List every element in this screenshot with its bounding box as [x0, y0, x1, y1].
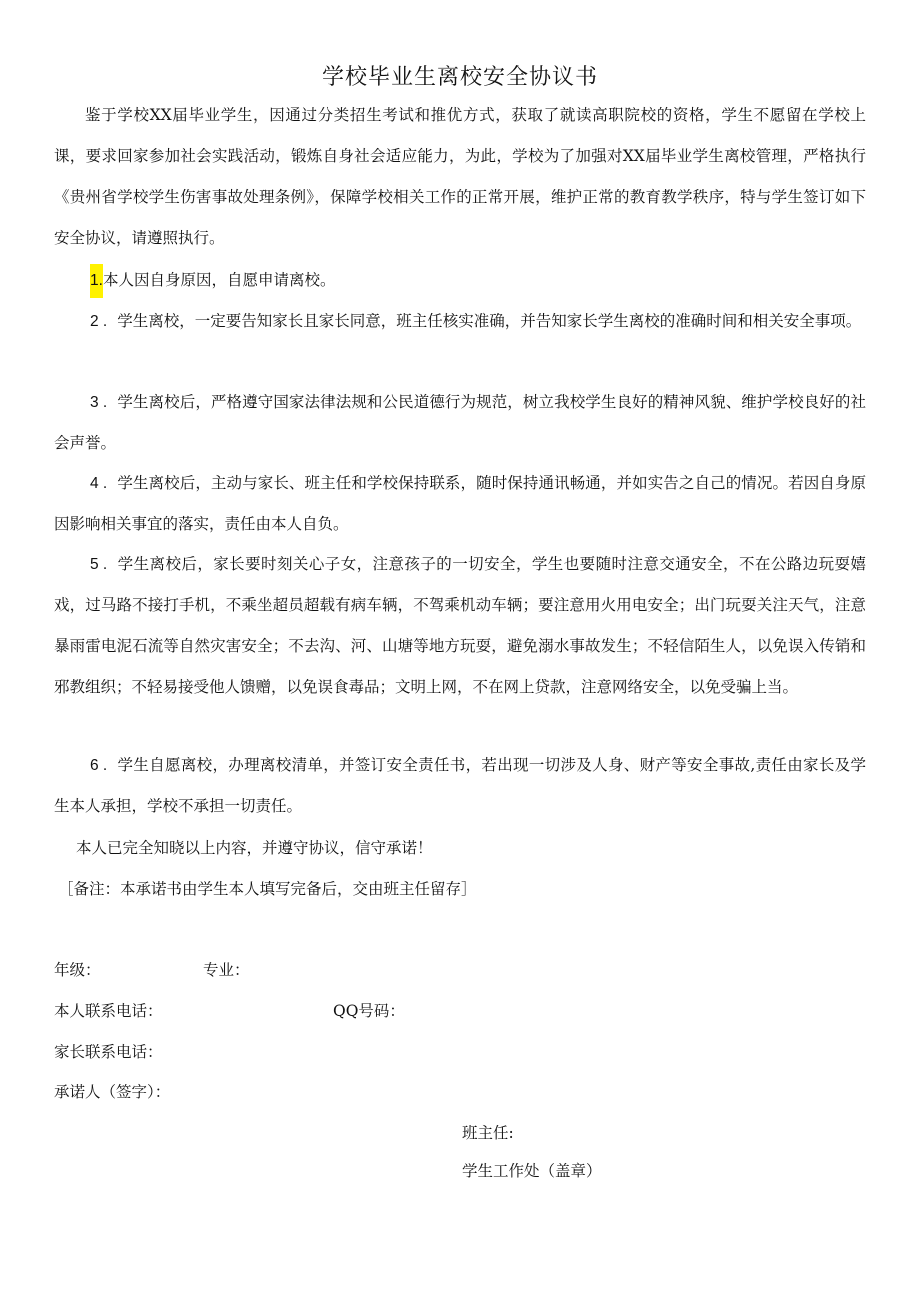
- clause-number: 2 .: [90, 313, 108, 330]
- clause-number: 5 .: [90, 556, 108, 573]
- parent-phone-field-label: 家长联系电话：: [54, 1043, 163, 1061]
- clause-number: 6 .: [90, 757, 108, 774]
- clause-1: [54, 260, 866, 301]
- major-field-label: 专业：: [203, 961, 250, 979]
- qq-field-label: QQ号码：: [333, 1002, 405, 1020]
- student-phone-field-label: 本人联系电话：: [54, 1002, 163, 1020]
- clause-text: 学生离校，一定要告知家长且家长同意，班主任核实准确，并告知家长学生离校的准确时间和相关安全事项。: [117, 312, 862, 330]
- clause-4: [54, 463, 866, 545]
- clause-text: 学生离校后，严格遵守国家法律法规和公民道德行为规范，树立我校学生良好的精神风貌、维护学校良好的社会声誉。: [54, 393, 866, 452]
- clause-number: 4 .: [90, 475, 108, 492]
- clause-text: 学生离校后，家长要时刻关心子女，注意孩子的一切安全，学生也要随时注意交通安全，不在公路边玩耍嬉戏，过马路不接打手机，不乘坐超员超载有病车辆，不驾乘机动车辆；要注意用火用电安全；出门玩耍关注天气，注意暴雨雷电泥石流等自然灾害安全；不去沟、河、山塘等地方玩耍，避免溺水事故发生；不轻信陌生人，以免误入传销和邪教组织；不轻易接受他人馈赠，以免误食毒品；文明上网，不在网上贷款，注意网络安全，以免受骗上当。: [54, 555, 866, 696]
- class-teacher-signature-label: 班主任:: [462, 1124, 514, 1142]
- clause-number-highlighted: 1.: [90, 264, 103, 298]
- clause-2: [54, 301, 866, 342]
- clause-text: 学生离校后，主动与家长、班主任和学校保持联系，随时保持通讯畅通，并如实告之自己的情况。若因自身原因影响相关事宜的落实，责任由本人自负。: [54, 474, 866, 533]
- student-affairs-stamp-label: 学生工作处（盖章）: [462, 1162, 602, 1180]
- document-title: 学校毕业生离校安全协议书: [321, 65, 598, 90]
- acknowledgement-text: 本人已完全知晓以上内容，并遵守协议，信守承诺！: [76, 839, 433, 857]
- grade-field-label: 年级：: [54, 961, 101, 979]
- signer-field-label: 承诺人（签字）：: [54, 1083, 171, 1101]
- clause-text: 学生自愿离校，办理离校清单，并签订安全责任书，若出现一切涉及人身、财产等安全事故,责任由家长及学生本人承担，学校不承担一切责任。: [54, 756, 866, 815]
- note-text: ［备注：本承诺书由学生本人填写完备后，交由班主任留存］: [58, 880, 477, 898]
- clause-number: 3 .: [90, 394, 108, 411]
- clause-6: [54, 745, 866, 827]
- clause-3: [54, 382, 866, 464]
- intro-paragraph: 鉴于学校XX届毕业学生，因通过分类招生考试和推优方式，获取了就读高职院校的资格，学生不愿留在学校上课，要求回家参加社会实践活动，锻炼自身社会适应能力，为此，学校为了加强对XX届毕业学生离校管理，严格执行《贵州省学校学生伤害事故处理条例》，保障学校相关工作的正常开展，维护正常的教育教学秩序，特与学生签订如下安全协议，请遵照执行。: [54, 106, 866, 247]
- clause-text: 本人因自身原因，自愿申请离校。: [102, 271, 336, 289]
- clause-5: [54, 544, 866, 708]
